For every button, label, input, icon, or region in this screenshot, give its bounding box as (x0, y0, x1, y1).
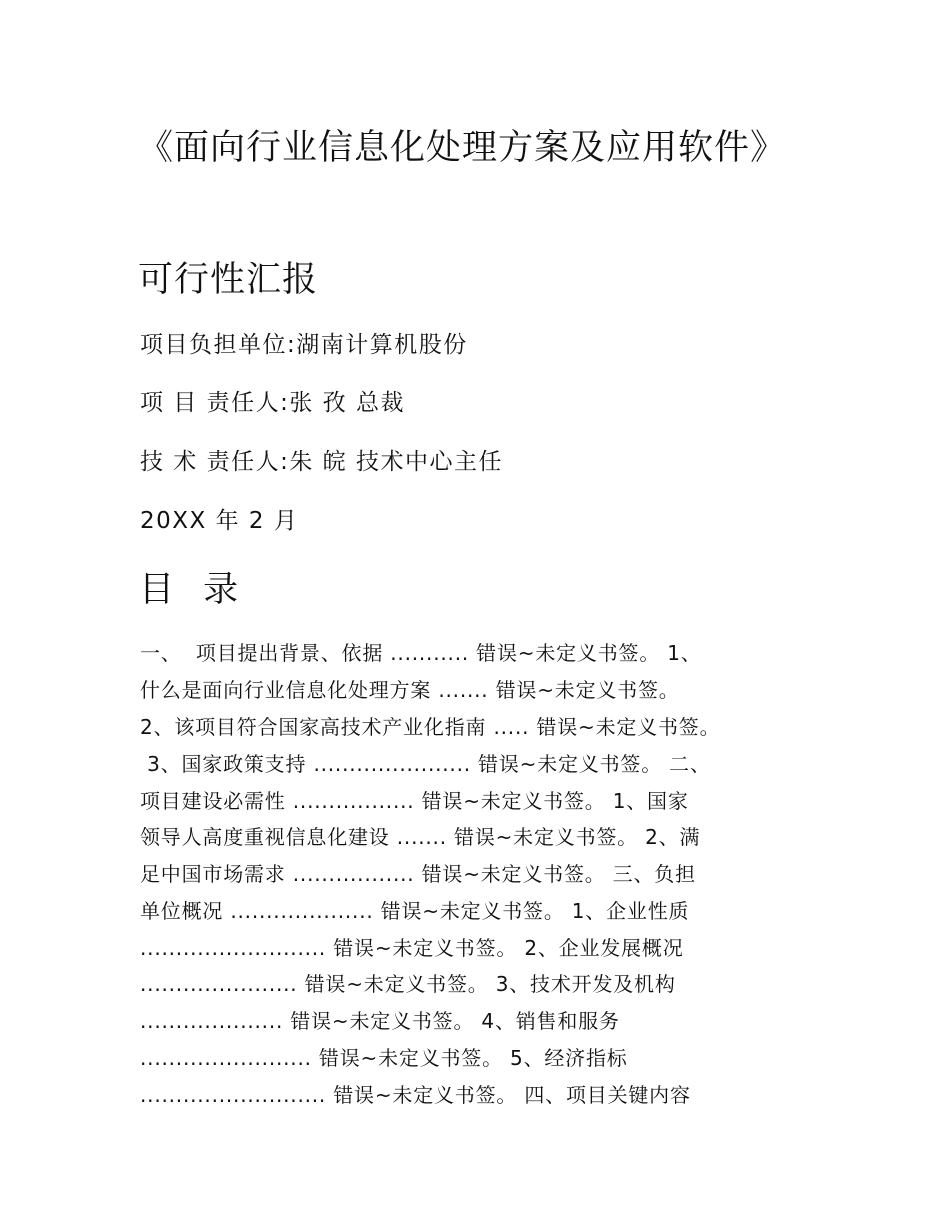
project-leader: 项 目 责任人:张 孜 总裁 (140, 390, 405, 416)
project-unit: 项目负担单位:湖南计算机股份 (140, 332, 468, 358)
toc-line: 项目建设必需性 ................. 错误~未定义书签。 1、国家 (140, 789, 689, 813)
report-date: 20XX 年 2 月 (140, 508, 299, 534)
toc-heading: 目 录 (139, 570, 248, 610)
toc-line: 3、国家政策支持 ...................... 错误~未定义书签。 二、 (140, 752, 711, 776)
toc-line: 足中国市场需求 ................. 错误~未定义书签。 三、负担 (140, 862, 696, 886)
technical-leader: 技 术 责任人:朱 皖 技术中心主任 (140, 449, 503, 475)
document-title: 《面向行业信息化处理方案及应用软件》 (138, 128, 787, 168)
toc-line: 一、 项目提出背景、依据 ........... 错误~未定义书签。 1、 (140, 641, 702, 665)
toc-line: ...................... 错误~未定义书签。 3、技术开发及机构 (140, 972, 676, 996)
toc-line: 领导人高度重视信息化建设 ....... 错误~未定义书签。 2、满 (140, 825, 701, 849)
toc-line: .......................... 错误~未定义书签。 四、项目关键内容 (140, 1083, 691, 1107)
toc-line: ........................ 错误~未定义书签。 5、经济指标 (140, 1046, 628, 1070)
toc-line: 单位概况 .................... 错误~未定义书签。 1、企业性质 (140, 899, 690, 923)
toc-line: .................... 错误~未定义书签。 4、销售和服务 (140, 1009, 620, 1033)
document-subtitle: 可行性汇报 (138, 260, 319, 300)
toc-line: 什么是面向行业信息化处理方案 ....... 错误~未定义书签。 (140, 678, 680, 702)
toc-line: .......................... 错误~未定义书签。 2、企业发展概况 (140, 936, 684, 960)
toc-line: 2、该项目符合国家高技术产业化指南 ..... 错误~未定义书签。 (140, 715, 721, 739)
